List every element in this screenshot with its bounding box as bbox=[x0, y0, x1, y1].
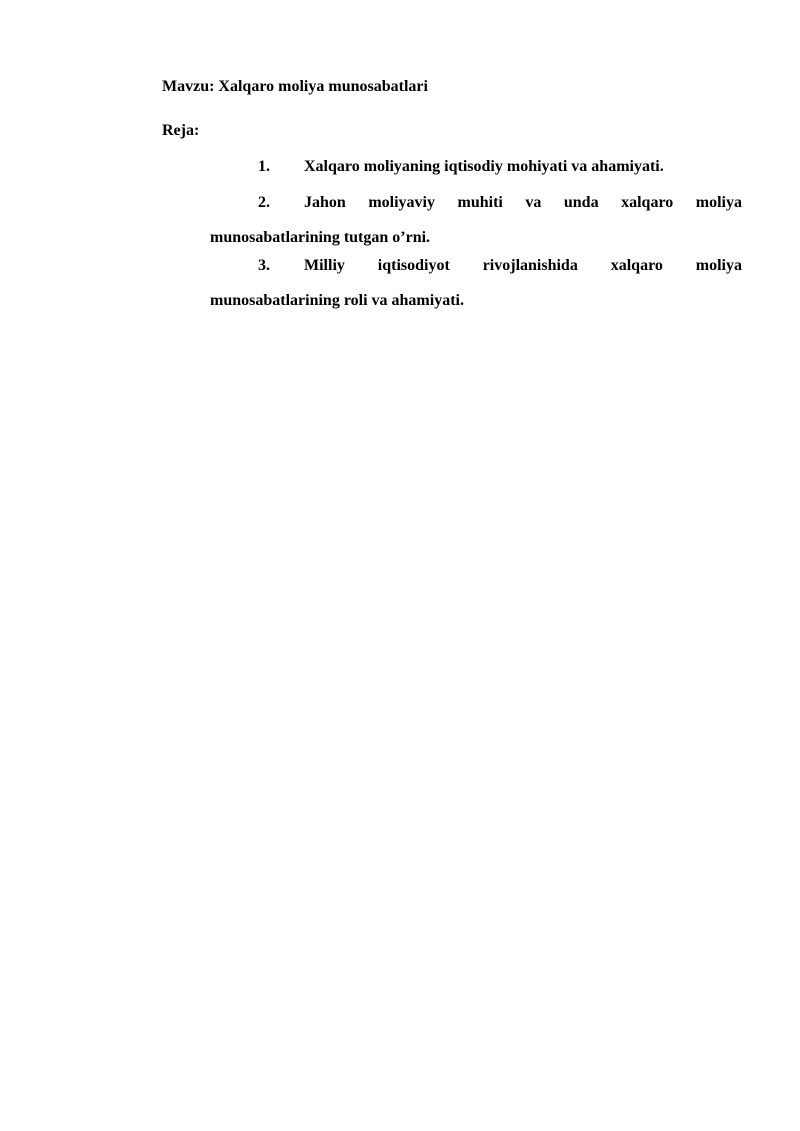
plan-item-word: moliyaviy bbox=[368, 194, 435, 211]
plan-item-word: moliya bbox=[695, 194, 742, 211]
plan-item-3 bbox=[210, 256, 742, 311]
plan-item-word: xalqaro bbox=[610, 257, 663, 274]
plan-item-text bbox=[304, 157, 742, 177]
plan-item-number: 1. bbox=[258, 158, 270, 175]
plan-item-number: 3. bbox=[258, 257, 270, 274]
plan-item-word: xalqaro bbox=[621, 194, 674, 211]
plan-item-word: Milliy bbox=[304, 257, 345, 274]
plan-item-text bbox=[304, 256, 742, 276]
plan-item-number: 2. bbox=[258, 194, 270, 211]
plan-item-word: va bbox=[525, 194, 542, 211]
plan-item-continuation: munosabatlarining tutgan o’rni. bbox=[210, 229, 431, 246]
plan-item-word: rivojlanishida bbox=[482, 257, 578, 274]
plan-item-word: Jahon bbox=[304, 194, 346, 211]
plan-item-word: iqtisodiyot bbox=[377, 257, 450, 274]
plan-item-word: Xalqaro moliyaning iqtisodiy mohiyati va ahamiyati. bbox=[304, 158, 664, 175]
document-title: Mavzu: Xalqaro moliya munosabatlari bbox=[162, 78, 428, 95]
plan-item-word: moliya bbox=[695, 257, 742, 274]
plan-item-text bbox=[304, 193, 742, 213]
plan-item-continuation: munosabatlarining roli va ahamiyati. bbox=[210, 292, 464, 309]
plan-item-word: muhiti bbox=[457, 194, 503, 211]
plan-item-2 bbox=[210, 193, 742, 248]
plan-item-word: unda bbox=[563, 194, 599, 211]
plan-label: Reja: bbox=[162, 122, 200, 139]
plan-item-1 bbox=[210, 157, 742, 177]
